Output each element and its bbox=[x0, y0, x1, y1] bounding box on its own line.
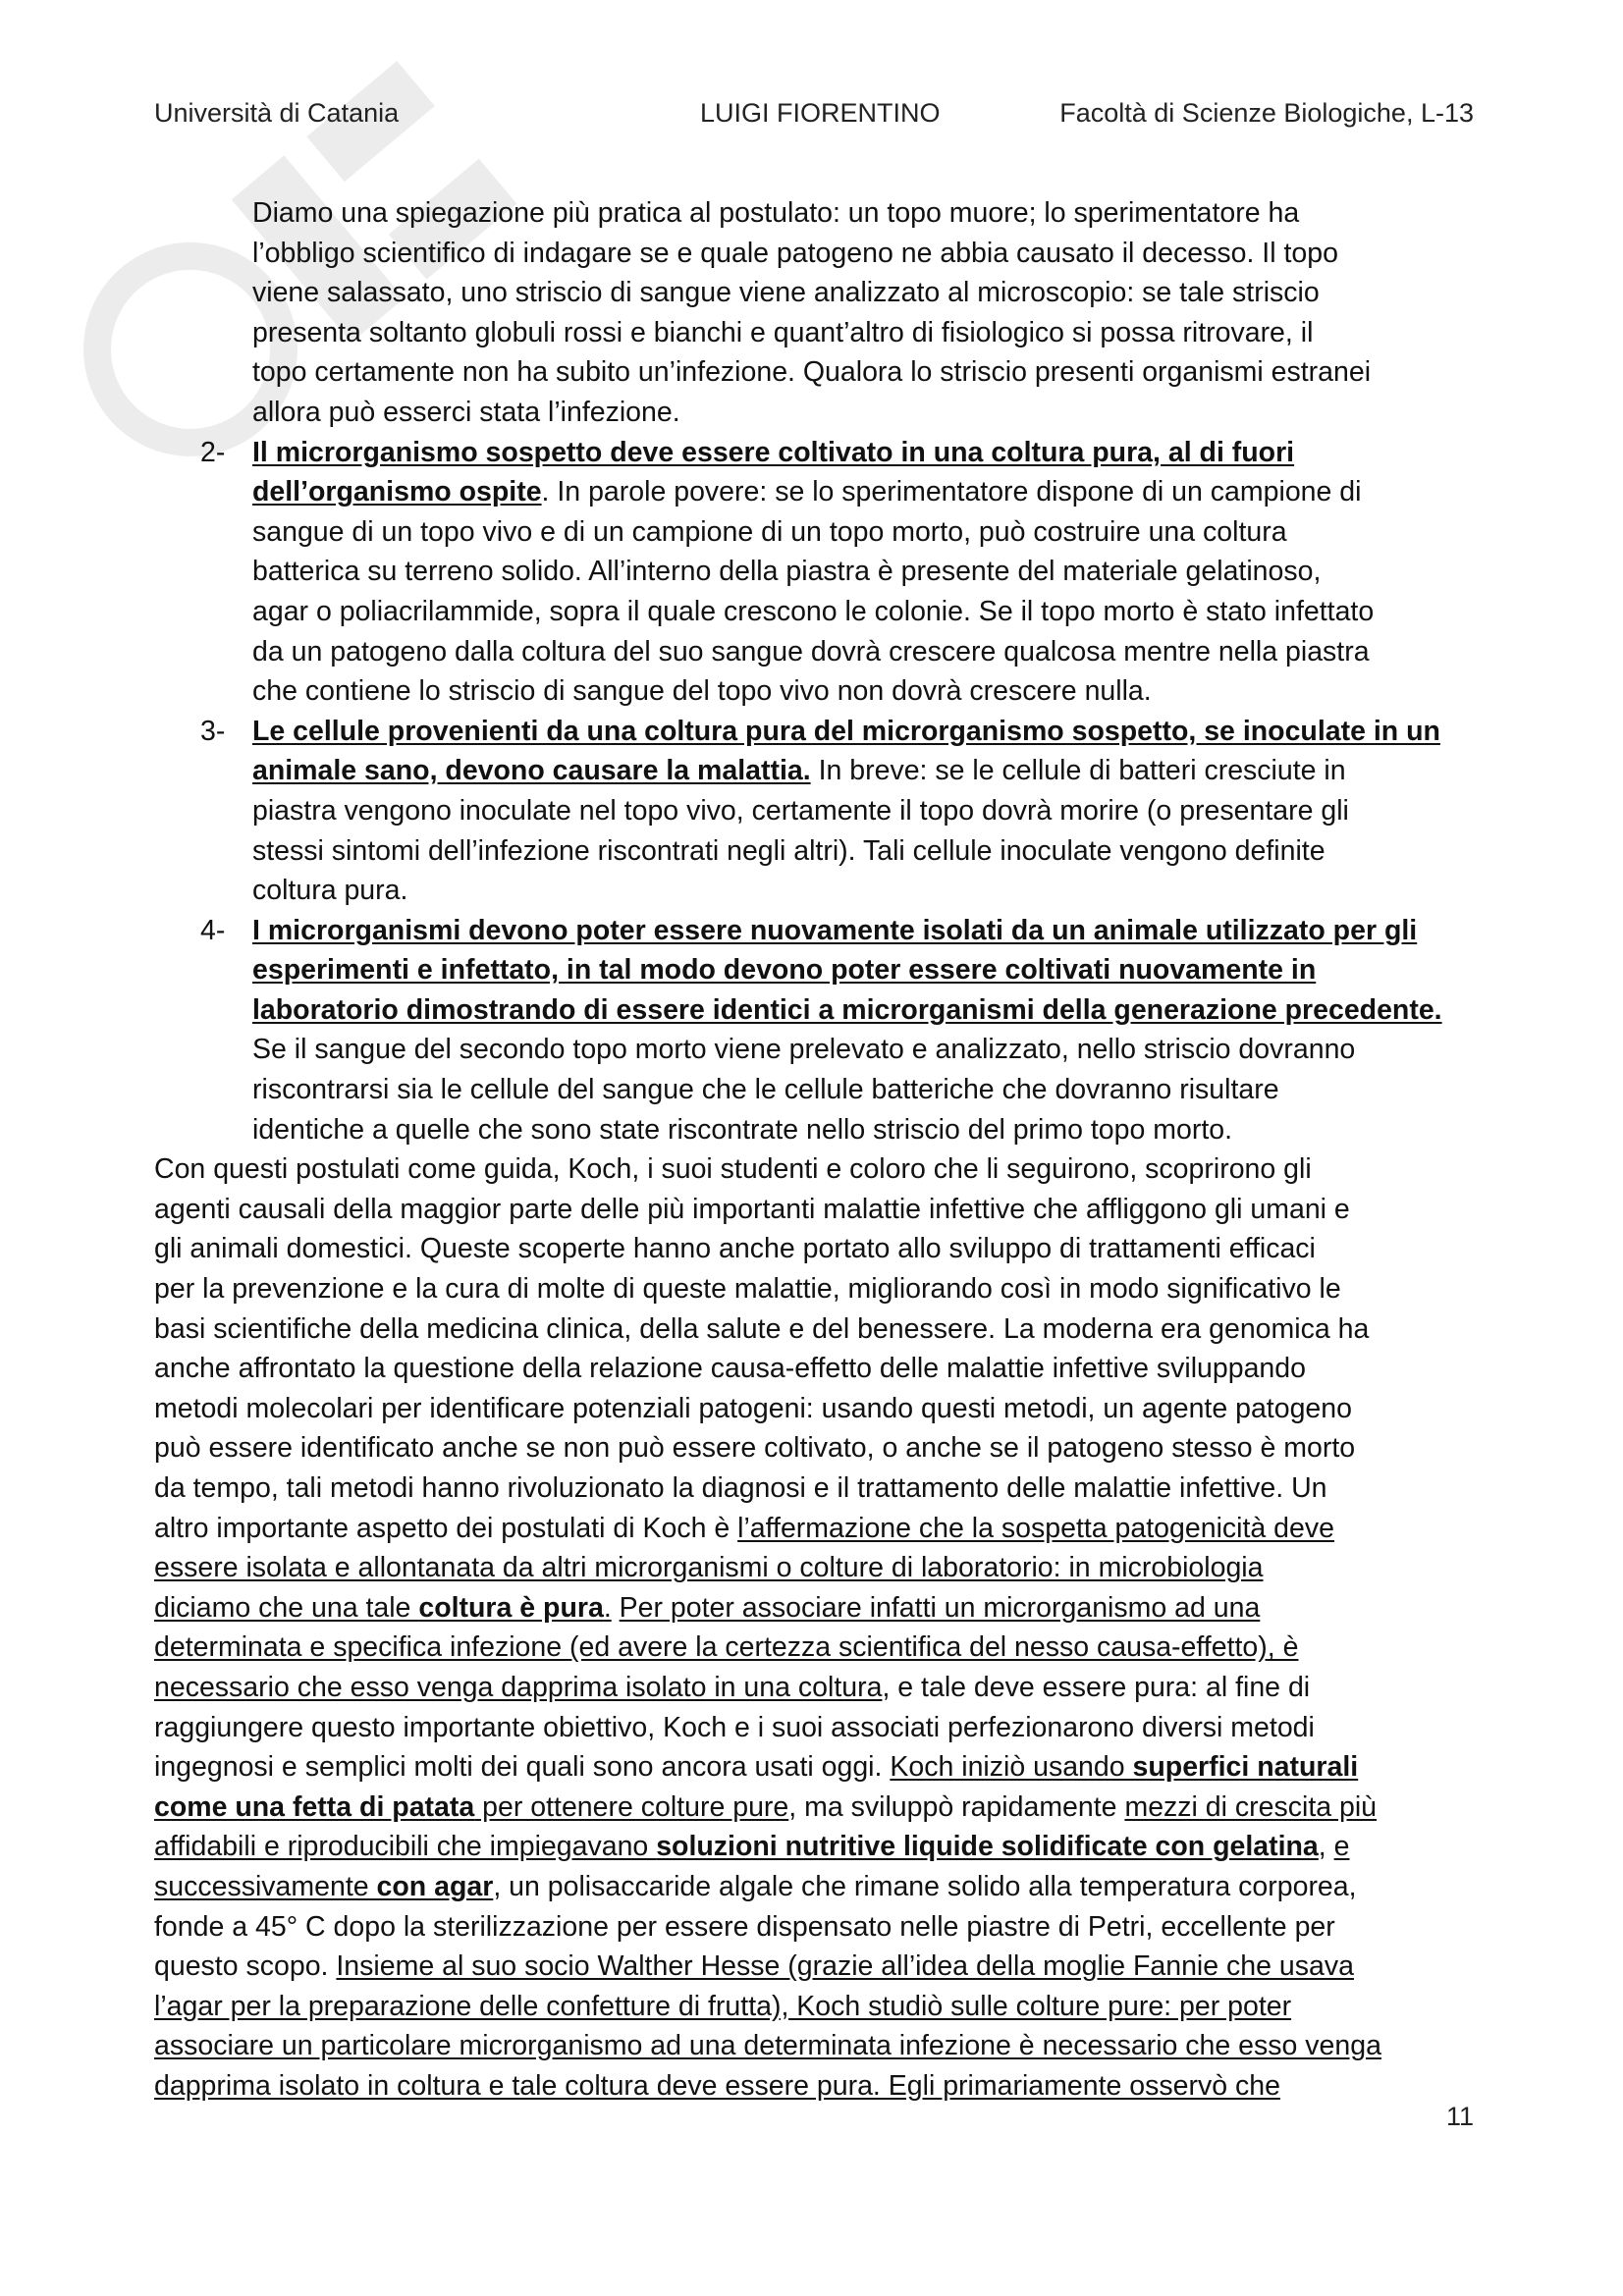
text-line: Diamo una spiegazione più pratica al postulato: un topo muore; lo sperimentatore ha bbox=[252, 197, 1300, 229]
page-header bbox=[154, 98, 1474, 137]
text-line: allora può esserci stata l’infezione. bbox=[252, 396, 680, 428]
text-line: determinata e specifica infezione (ed avere la certezza scientifica del nesso causa-effetto), è bbox=[154, 1631, 1299, 1664]
text-line: Con questi postulati come guida, Koch, i suoi studenti e coloro che li seguirono, scoprirono gli bbox=[154, 1153, 1312, 1186]
text-line: piastra vengono inoculate nel topo vivo, certamente il topo dovrà morire (o presentare gli bbox=[252, 794, 1349, 827]
text-line: viene salassato, uno striscio di sangue viene analizzato al microscopio: se tale striscio bbox=[252, 277, 1320, 309]
text-line: basi scientifiche della medicina clinica, della salute e del benessere. La moderna era genomica ha bbox=[154, 1312, 1370, 1345]
text-line: come una fetta di patata per ottenere colture pure, ma sviluppò rapidamente mezzi di crescita più bbox=[154, 1790, 1378, 1823]
text-line: esperimenti e infettato, in tal modo devono poter essere coltivati nuovamente in bbox=[252, 954, 1317, 987]
text-line: l’agar per la preparazione delle confetture di frutta), Koch studiò sulle colture pure: per poter bbox=[154, 1990, 1292, 2022]
text-line: Se il sangue del secondo topo morto viene prelevato e analizzato, nello striscio dovranno bbox=[252, 1034, 1356, 1066]
list-number: 4- bbox=[200, 914, 226, 946]
text-line: presenta soltanto globuli rossi e bianchi e quant’altro di fisiologico si possa ritrovare, il bbox=[252, 316, 1314, 348]
text-line: ingegnosi e semplici molti dei quali sono ancora usati oggi. Koch iniziò usando superfici naturali bbox=[154, 1751, 1359, 1784]
text-line: necessario che esso venga dapprima isolato in una coltura, e tale deve essere pura: al fine di bbox=[154, 1671, 1311, 1703]
text-line: batterica su terreno solido. All’interno della piastra è presente del materiale gelatinoso, bbox=[252, 556, 1322, 588]
text-line: da un patogeno dalla coltura del suo sangue dovrà crescere qualcosa mentre nella piastra bbox=[252, 635, 1370, 667]
text-line: identiche a quelle che sono state riscontrate nello striscio del primo topo morto. bbox=[252, 1113, 1233, 1146]
text-line: affidabili e riproducibili che impiegavano soluzioni nutritive liquide solidificate con gelatina, e bbox=[154, 1831, 1350, 1863]
text-line: per la prevenzione e la cura di molte di queste malattie, migliorando così in modo significativo le bbox=[154, 1273, 1341, 1306]
text-line: da tempo, tali metodi hanno rivoluzionato la diagnosi e il trattamento delle malattie infettive. Un bbox=[154, 1472, 1327, 1504]
list-number: 3- bbox=[200, 715, 226, 747]
text-line: metodi molecolari per identificare potenziali patogeni: usando questi metodi, un agente patogeno bbox=[154, 1392, 1352, 1424]
header-university: Università di Catania bbox=[154, 98, 400, 128]
page-number: 11 bbox=[1445, 2102, 1474, 2131]
text-line: riscontrarsi sia le cellule del sangue che le cellule batteriche che dovranno risultare bbox=[252, 1074, 1279, 1106]
text-line: gli animali domestici. Queste scoperte hanno anche portato allo sviluppo di trattamenti efficaci bbox=[154, 1233, 1316, 1265]
text-line: essere isolata e allontanata da altri microrganismi o colture di laboratorio: in microbiologia bbox=[154, 1552, 1264, 1584]
text-line: dell’organismo ospite. In parole povere: se lo sperimentatore dispone di un campione di bbox=[252, 476, 1362, 508]
text-line: diciamo che una tale coltura è pura. Per poter associare infatti un microrganismo ad una bbox=[154, 1591, 1261, 1624]
list-item-3: 3- Le cellule provenienti da una coltura pura del microrganismo sospetto, se inoculate in un bbox=[154, 712, 1475, 752]
text-line: laboratorio dimostrando di essere identici a microrganismi della generazione precedente. bbox=[252, 993, 1442, 1026]
text-line: sangue di un topo vivo e di un campione di un topo morto, può costruire una coltura bbox=[252, 515, 1287, 548]
text-line: stessi sintomi dell’infezione riscontrati negli altri). Tali cellule inoculate vengono definite bbox=[252, 834, 1325, 867]
list-item-4: 4- I microrganismi devono poter essere nuovamente isolati da un animale utilizzato per gli bbox=[154, 911, 1475, 951]
text-line: questo scopo. Insieme al suo socio Walther Hesse (grazie all’idea della moglie Fannie che usava bbox=[154, 1950, 1354, 1983]
document-body bbox=[154, 193, 1475, 2107]
text-line: fonde a 45° C dopo la sterilizzazione per essere dispensato nelle piastre di Petri, eccellente per bbox=[154, 1910, 1335, 1943]
list-item-2: 2- Il microrganismo sospetto deve essere coltivato in una coltura pura, al di fuori bbox=[154, 433, 1475, 473]
text-line: agenti causali della maggior parte delle più importanti malattie infettive che affliggono gli umani e bbox=[154, 1193, 1350, 1225]
text-line: animale sano, devono causare la malattia. In breve: se le cellule di batteri cresciute in bbox=[252, 755, 1346, 787]
header-author: LUIGI FIORENTINO bbox=[700, 98, 941, 128]
text-line: dapprima isolato in coltura e tale coltura deve essere pura. Egli primariamente osservò che bbox=[154, 2069, 1280, 2102]
text-line: l’obbligo scientifico di indagare se e quale patogeno ne abbia causato il decesso. Il topo bbox=[252, 237, 1338, 269]
text-line: raggiungere questo importante obiettivo, Koch e i suoi associati perfezionarono diversi metodi bbox=[154, 1711, 1315, 1743]
header-faculty: Facoltà di Scienze Biologiche, L-13 bbox=[1059, 98, 1474, 128]
text-line: topo certamente non ha subito un’infezione. Qualora lo striscio presenti organismi estranei bbox=[252, 356, 1372, 389]
text-line: che contiene lo striscio di sangue del topo vivo non dovrà crescere nulla. bbox=[252, 675, 1152, 708]
text-line: successivamente con agar, un polisaccaride algale che rimane solido alla temperatura corporea, bbox=[154, 1870, 1357, 1902]
list-number: 2- bbox=[200, 436, 226, 468]
text-line: associare un particolare microrganismo ad una determinata infezione è necessario che esso venga bbox=[154, 2030, 1381, 2062]
text-line: può essere identificato anche se non può essere coltivato, o anche se il patogeno stesso è morto bbox=[154, 1432, 1356, 1465]
text-line: anche affrontato la questione della relazione causa-effetto delle malattie infettive sviluppando bbox=[154, 1353, 1306, 1385]
text-line: agar o poliacrilammide, sopra il quale crescono le colonie. Se il topo morto è stato infettato bbox=[252, 595, 1375, 627]
text-line: coltura pura. bbox=[252, 875, 408, 907]
text-line: altro importante aspetto dei postulati di Koch è l’affermazione che la sospetta patogenicità deve bbox=[154, 1512, 1334, 1544]
